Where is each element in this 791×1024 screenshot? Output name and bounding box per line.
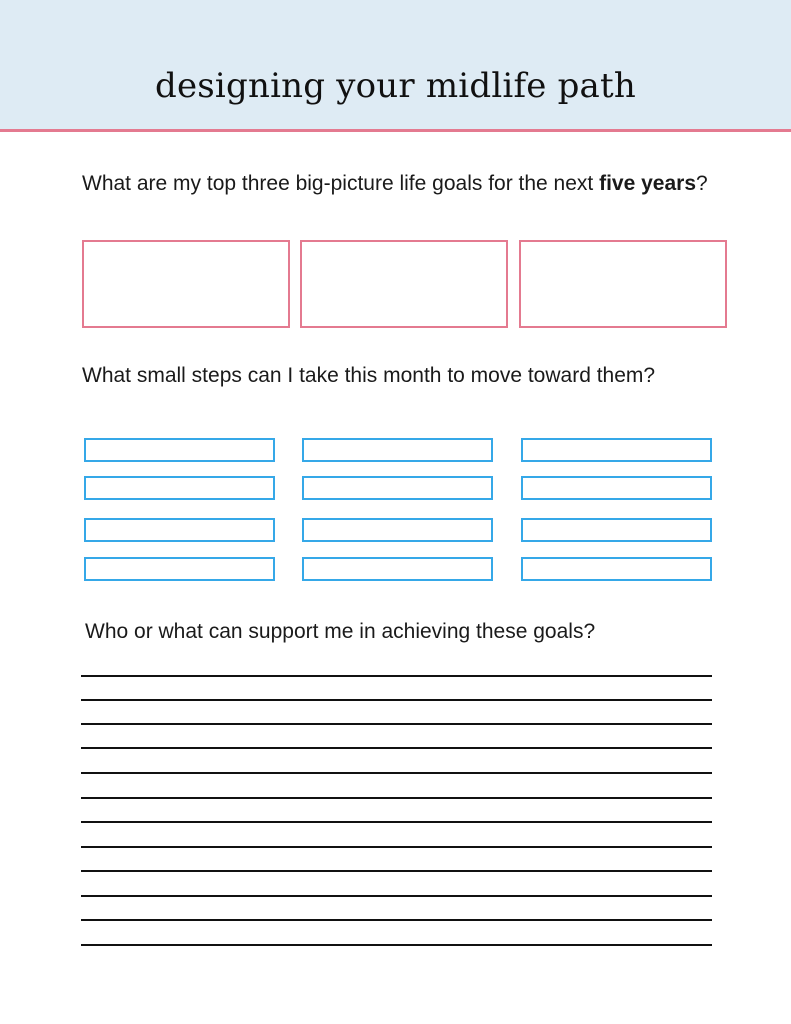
- step-box[interactable]: [302, 518, 493, 542]
- step-box[interactable]: [521, 557, 712, 581]
- step-box[interactable]: [302, 476, 493, 500]
- question-steps: What small steps can I take this month to move toward them?: [82, 364, 656, 387]
- goal-box-1[interactable]: [82, 240, 290, 328]
- question-goals-bold: five years: [599, 172, 697, 195]
- writing-line[interactable]: [81, 846, 712, 848]
- writing-line[interactable]: [81, 944, 712, 946]
- writing-line[interactable]: [81, 699, 712, 701]
- question-goals-prefix: What are my top three big-picture life goals for the next: [82, 172, 600, 195]
- goal-box-2[interactable]: [300, 240, 508, 328]
- goal-box-3[interactable]: [519, 240, 727, 328]
- writing-line[interactable]: [81, 870, 712, 872]
- writing-line[interactable]: [81, 747, 712, 749]
- writing-line[interactable]: [81, 723, 712, 725]
- writing-line[interactable]: [81, 797, 712, 799]
- question-support: Who or what can support me in achieving these goals?: [85, 620, 596, 643]
- step-box[interactable]: [521, 518, 712, 542]
- step-box[interactable]: [84, 476, 275, 500]
- step-box[interactable]: [84, 557, 275, 581]
- step-box[interactable]: [84, 518, 275, 542]
- writing-line[interactable]: [81, 895, 712, 897]
- writing-line[interactable]: [81, 675, 712, 677]
- question-goals: [82, 171, 727, 197]
- step-box[interactable]: [521, 438, 712, 462]
- step-box[interactable]: [84, 438, 275, 462]
- writing-line[interactable]: [81, 821, 712, 823]
- writing-line[interactable]: [81, 919, 712, 921]
- writing-line[interactable]: [81, 772, 712, 774]
- page-title: designing your midlife path: [155, 66, 636, 106]
- step-box[interactable]: [302, 557, 493, 581]
- header-banner: [0, 0, 791, 132]
- step-box[interactable]: [302, 438, 493, 462]
- step-box[interactable]: [521, 476, 712, 500]
- question-goals-suffix: ?: [696, 172, 708, 195]
